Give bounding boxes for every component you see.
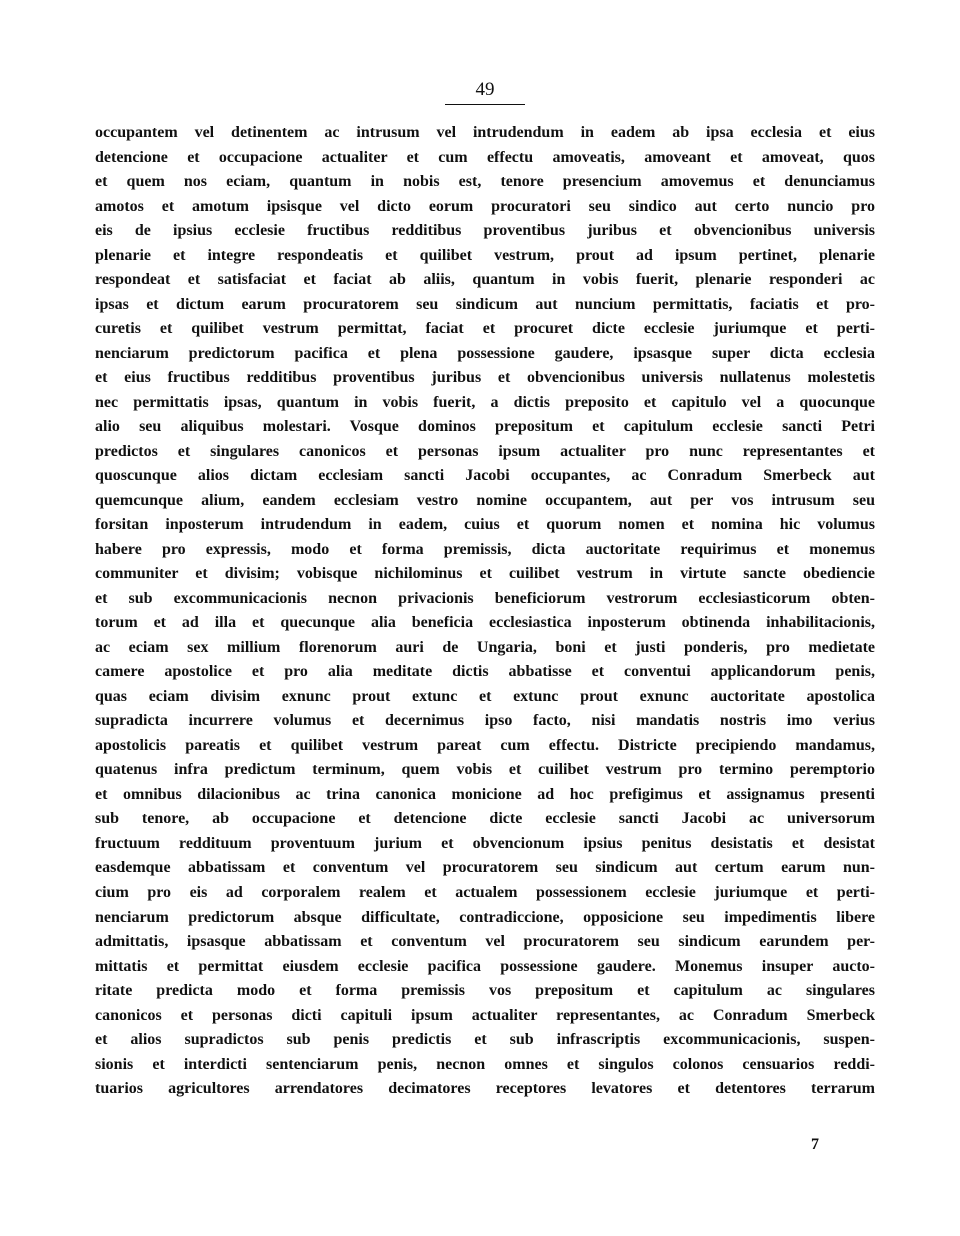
text-line: et quem nos eciam, quantum in nobis est, tenore presencium amovemus et denunciamus [95, 173, 875, 191]
text-line: tuarios agricultores arrendatores decimatores receptores levatores et detentores terrarum [95, 1080, 875, 1098]
header-rule [445, 104, 525, 105]
text-line: respondeat et satisfaciat et faciat ab aliis, quantum in vobis fuerit, plenarie responderi ac [95, 271, 875, 289]
text-line: ac eciam sex millium florenorum auri de Ungaria, boni et justi ponderis, pro medietate [95, 638, 875, 656]
text-line: sionis et interdicti sentenciarum penis, necnon omnes et singulos colonos censuarios reddi- [95, 1055, 875, 1073]
text-line: eis de ipsius ecclesie fructibus redditibus proventibus juribus et obvencionibus universis [95, 222, 875, 240]
text-line: admittatis, ipsasque abbatissam et conventum vel procuratorem seu sindicum earundem per- [95, 933, 875, 951]
text-line: nec permittatis ipsas, quantum in vobis fuerit, a dictis preposito et capitulo vel a quocunque [95, 393, 875, 411]
text-line: alio seu aliquibus molestari. Vosque dominos prepositum et capitulum ecclesie sancti Petri [95, 418, 875, 436]
text-line: curetis et quilibet vestrum permittat, faciat et procuret dicte ecclesie juriumque et perti- [95, 320, 875, 338]
text-line: cium pro eis ad corporalem realem et actualem possessionem ecclesie juriumque et perti- [95, 883, 875, 901]
text-line: communiter et divisim; vobisque nichilominus et cuilibet vestrum in virtute sancte obediencie [95, 565, 875, 583]
text-line: forsitan inposterum intrudendum in eadem, cuius et quorum nomen et nomina hic volumus [95, 516, 875, 534]
text-line: et eius fructibus redditibus proventibus juribus et obvencionibus universis nullatenus molestetis [95, 369, 875, 387]
signature-mark: 7 [811, 1136, 819, 1153]
text-line: easdemque abbatissam et conventum vel procuratorem seu sindicum aut certum earum nun- [95, 859, 875, 877]
text-line: et alios supradictos sub penis predictis et sub infrascriptis excommunicacionis, suspen- [95, 1031, 875, 1049]
text-line: occupantem vel detinentem ac intrusum vel intrudendum in eadem ab ipsa ecclesia et eius [95, 124, 875, 141]
text-line: habere pro expressis, modo et forma premissis, dicta auctoritate requirimus et monemus [95, 540, 875, 558]
text-line: ritate predicta modo et forma premissis vos prepositum et capitulum ac singulares [95, 982, 875, 1000]
text-line: canonicos et personas dicti capituli ipsum actualiter representantes, ac Conradum Smerbeck [95, 1006, 875, 1024]
text-line: nenciarum predictorum pacifica et plena possessione gaudere, ipsasque super dicta ecclesia [95, 344, 875, 362]
text-line: torum et ad illa et quecunque alia beneficia ecclesiastica inposterum obtinenda inhabilitacionis, [95, 614, 875, 632]
text-line: camere apostolice et pro alia meditate dictis abbatisse et conventui applicandorum penis, [95, 663, 875, 681]
text-line: et omnibus dilacionibus ac trina canonica monicione ad hoc prefigimus et assignamus presenti [95, 785, 875, 803]
text-line: apostolicis pareatis et quilibet vestrum pareat cum effectu. Districte precipiendo mandamus, [95, 736, 875, 754]
text-line: detencione et occupacione actualiter et cum effectu amoveatis, amoveant et amoveat, quos [95, 148, 875, 166]
text-line: amotos et amotum ipsisque vel dicto eorum procuratori seu sindico aut certo nuncio pro [95, 197, 875, 215]
text-line: et sub excommunicacionis necnon privacionis beneficiorum vestrorum ecclesiasticorum obten- [95, 589, 875, 607]
text-line: fructuum reddituum proventuum jurium et obvencionum ipsius penitus desistatis et desistat [95, 834, 875, 852]
text-line: quoscunque alios dictam ecclesiam sancti Jacobi occupantes, ac Conradum Smerbeck aut [95, 467, 875, 485]
page-number: 49 [475, 79, 495, 100]
text-line: predictos et singulares canonicos et personas ipsum actualiter pro nunc representantes et [95, 442, 875, 460]
text-line: mittatis et permittat eiusdem ecclesie pacifica possessione gaudere. Monemus insuper aucto- [95, 957, 875, 975]
text-line: ipsas et dictum earum procuratorem seu sindicum aut nuncium permittatis, faciatis et pro- [95, 295, 875, 313]
text-line: quas eciam divisim exnunc prout extunc et extunc prout exnunc auctoritate apostolica [95, 687, 875, 705]
text-line: nenciarum predictorum absque difficultate, contradiccione, opposicione seu impedimentis libere [95, 908, 875, 926]
text-line: sub tenore, ab occupacione et detencione dicte ecclesie sancti Jacobi ac universorum [95, 810, 875, 828]
body-text [95, 121, 875, 1102]
text-line: supradicta incurrere volumus et decernimus ipso facto, nisi mandatis nostris imo verius [95, 712, 875, 730]
text-line: quatenus infra predictum terminum, quem vobis et cuilibet vestrum pro termino peremptorio [95, 761, 875, 779]
text-line: plenarie et integre respondeatis et quilibet vestrum, prout ad ipsum pertinet, plenarie [95, 246, 875, 264]
text-line: quemcunque alium, eandem ecclesiam vestro nomine occupantem, aut per vos intrusum seu [95, 491, 875, 509]
